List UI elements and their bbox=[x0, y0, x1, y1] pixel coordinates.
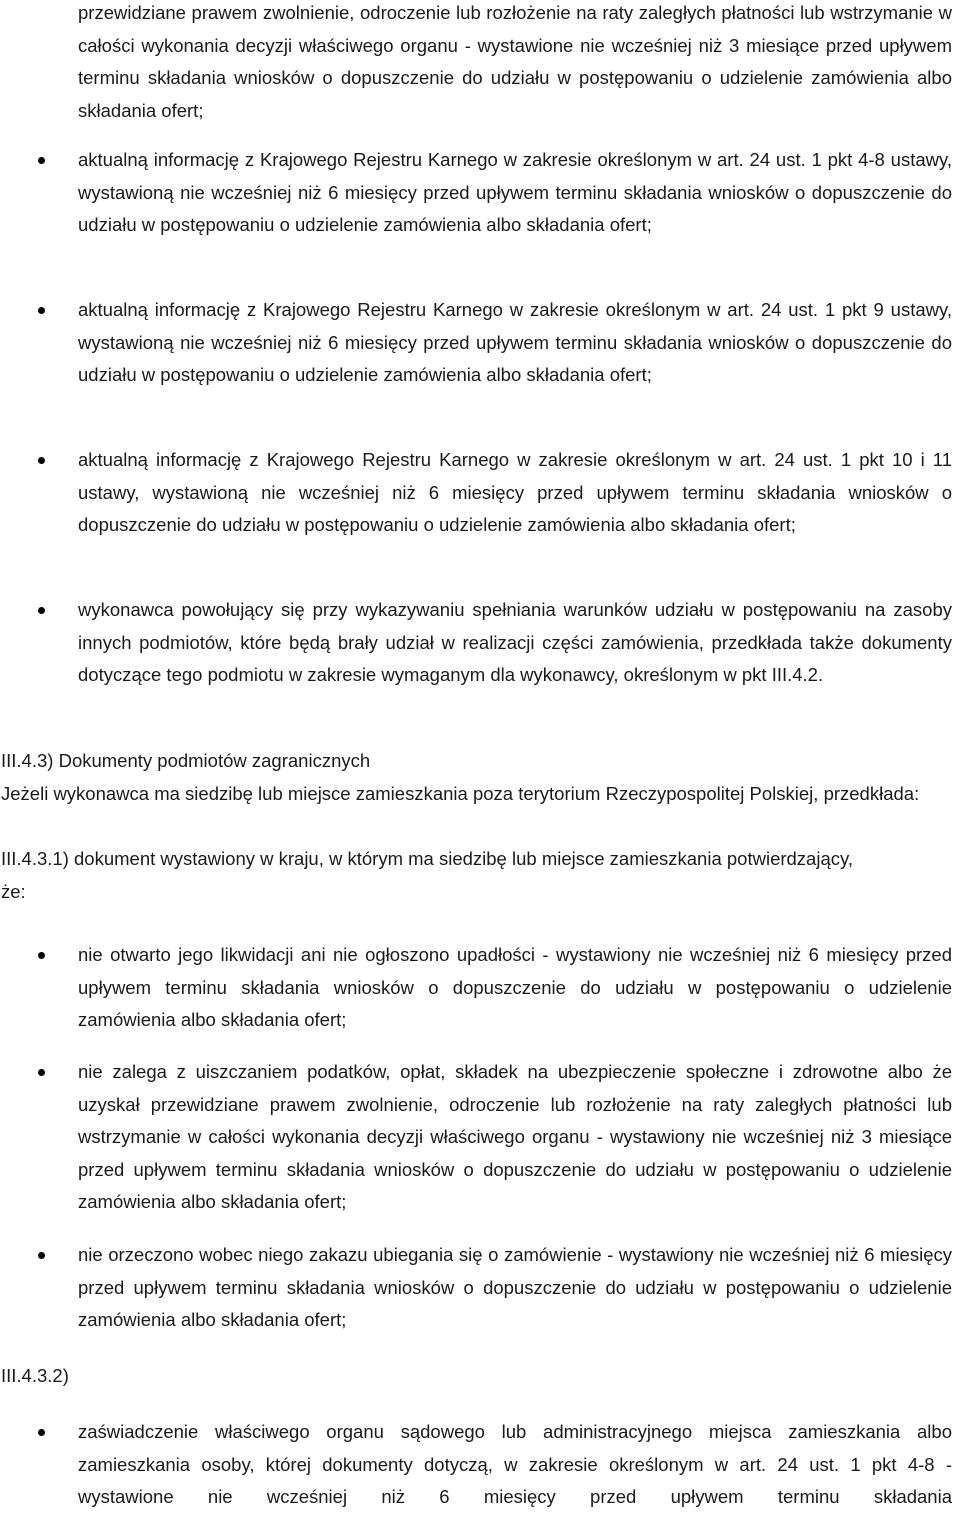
bullet-icon bbox=[38, 457, 45, 464]
paragraph-section-4-3-1: III.4.3.1) dokument wystawiony w kraju, w którym ma siedzibę lub miejsce zamieszkania potwierdzający, że: bbox=[1, 848, 854, 902]
bullet-icon bbox=[38, 607, 45, 614]
list-item-zaswiadczenie: zaświadczenie właściwego organu sądowego lub administracyjnego miejsca zamieszkania albo zamieszkania osoby, której dokumenty dotyczą, w zakresie określonym w art. 24 ust. 1 pkt 4-8 - wystawione nie wcześniej niż 6 miesięcy przed upływem terminu składania bbox=[78, 1421, 952, 1508]
list-item-krk-pkt-4-8: aktualną informację z Krajowego Rejestru Karnego w zakresie określonym w art. 24 ust. 1 pkt 4-8 ustawy, wystawioną nie wcześniej niż 6 miesięcy przed upływem terminu składania wniosków o dopuszczenie do udziału w postępowaniu o udzielenie zamówienia albo składania ofert; bbox=[78, 149, 952, 236]
bullet-icon bbox=[38, 1252, 45, 1259]
section-label-4-3-2: III.4.3.2) bbox=[1, 1365, 69, 1386]
bullet-icon bbox=[38, 1069, 45, 1076]
list-item-likwidacja: nie otwarto jego likwidacji ani nie ogłoszono upadłości - wystawiony nie wcześniej niż 6 miesięcy przed upływem terminu składania wniosków o dopuszczenie do udziału w postępowaniu o udzielenie zamówienia albo składania ofert; bbox=[78, 944, 952, 1031]
list-item-zasoby-podmiotow: wykonawca powołujący się przy wykazywaniu spełniania warunków udziału w postępowaniu na zasoby innych podmiotów, które będą brały udział w realizacji części zamówienia, przedkłada także dokumenty dotyczące tego podmiotu w zakresie wymaganym dla wykonawcy, określonym w pkt III.4.2. bbox=[78, 599, 952, 686]
paragraph-continuation: przewidziane prawem zwolnienie, odroczenie lub rozłożenie na raty zaległych płatności lub wstrzymanie w całości wykonania decyzji właściwego organu - wystawione nie wcześniej niż 3 miesiące przed upływem terminu składania wniosków o dopuszczenie do udziału w postępowaniu o udzielenie zamówienia albo składania ofert; bbox=[78, 2, 952, 121]
list-item-krk-pkt-9: aktualną informację z Krajowego Rejestru Karnego w zakresie określonym w art. 24 ust. 1 pkt 9 ustawy, wystawioną nie wcześniej niż 6 miesięcy przed upływem terminu składania wniosków o dopuszczenie do udziału w postępowaniu o udzielenie zamówienia albo składania ofert; bbox=[78, 299, 952, 386]
section-heading-foreign-documents: III.4.3) Dokumenty podmiotów zagranicznych bbox=[1, 750, 371, 771]
list-item-krk-pkt-10-11: aktualną informację z Krajowego Rejestru Karnego w zakresie określonym w art. 24 ust. 1 pkt 10 i 11 ustawy, wystawioną nie wcześniej niż 6 miesięcy przed upływem terminu składania wniosków o dopuszczenie do udziału w postępowaniu o udzielenie zamówienia albo składania ofert; bbox=[78, 449, 952, 536]
list-item-zakaz-ubiegania: nie orzeczono wobec niego zakazu ubiegania się o zamówienie - wystawiony nie wcześniej niż 6 miesięcy przed upływem terminu składania wniosków o dopuszczenie do udziału w postępowaniu o udzielenie zamówienia albo składania ofert; bbox=[78, 1244, 952, 1331]
bullet-icon bbox=[38, 157, 45, 164]
bullet-icon bbox=[38, 1429, 45, 1436]
list-item-podatki: nie zalega z uiszczaniem podatków, opłat, składek na ubezpieczenie społeczne i zdrowotne albo że uzyskał przewidziane prawem zwolnienie, odroczenie lub rozłożenie na raty zaległych płatności lub wstrzymanie w całości wykonania decyzji właściwego organu - wystawiony nie wcześniej niż 3 miesiące przed upływem terminu składania wniosków o dopuszczenie do udziału w postępowaniu o udzielenie zamówienia albo składania ofert; bbox=[78, 1061, 952, 1213]
bullet-icon bbox=[38, 952, 45, 959]
bullet-icon bbox=[38, 307, 45, 314]
paragraph-foreign-intro: Jeżeli wykonawca ma siedzibę lub miejsce zamieszkania poza terytorium Rzeczypospolitej Polskiej, przedkłada: bbox=[1, 783, 920, 804]
